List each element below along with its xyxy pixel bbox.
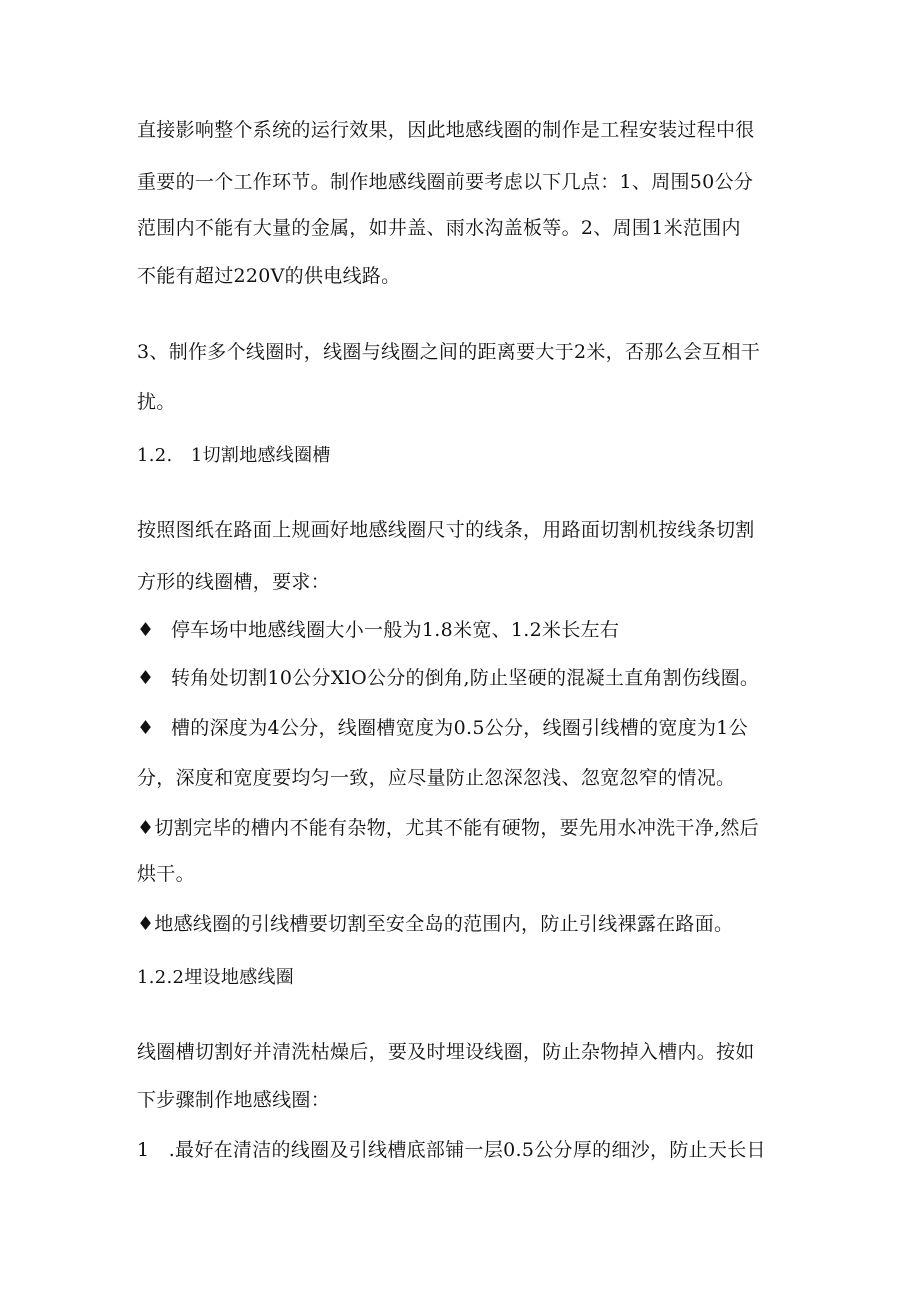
para3-line-1: 按照图纸在路面上规画好地感线圈尺寸的线条，用路面切割机按线条切割 [137, 519, 755, 541]
para2-line-1: 3、制作多个线圈时，线圈与线圈之间的距离要大于2米，否那么会互相干 [137, 341, 761, 363]
para7-line-1: 1 .最好在清洁的线圈及引线槽底部铺一层0.5公分厚的细沙，防止天长日 [137, 1139, 766, 1161]
bullet-item-3-continuation: 分，深度和宽度要均匀一致，应尽量防止忽深忽浅、忽宽忽窄的情况。 [137, 767, 736, 789]
para2-line-2: 扰。 [137, 391, 176, 413]
para1-line-2: 重要的一个工作环节。制作地感线圈前要考虑以下几点：1、周围50公分 [137, 171, 754, 193]
section-heading-1-2-2: 1.2.2埋设地感线圈 [137, 967, 295, 988]
para6-line-2: 下步骤制作地感线圈： [137, 1089, 331, 1111]
para1-line-3: 范围内不能有大量的金属，如井盖、雨水沟盖板等。2、周围1米范围内 [137, 217, 741, 239]
para4-line-2: 烘干。 [137, 863, 195, 885]
para3-line-2: 方形的线圈槽，要求： [137, 571, 331, 593]
para1-line-4: 不能有超过220V的供电线路。 [137, 265, 401, 287]
bullet-item-2-text: 转角处切割10公分XlO公分的倒角,防止坚硬的混凝土直角割伤线圈。 [171, 667, 760, 689]
para1-line-1: 直接影响整个系统的运行效果，因此地感线圈的制作是工程安装过程中很 [137, 119, 755, 141]
section-heading-1-2-1: 1.2. 1切割地感线圈槽 [137, 445, 331, 466]
bullet-item-1 [137, 618, 619, 642]
diamond-bullet-icon: ♦ [137, 717, 155, 739]
para5-line-1: ♦地感线圈的引线槽要切割至安全岛的范围内，防止引线裸露在路面。 [137, 913, 734, 935]
diamond-bullet-icon: ♦ [137, 619, 155, 641]
bullet-item-3-text: 槽的深度为4公分，线圈槽宽度为0.5公分，线圈引线槽的宽度为1公 [171, 717, 748, 739]
para6-line-1: 线圈槽切割好并清洗枯燥后，要及时埋设线圈，防止杂物掉入槽内。按如 [137, 1041, 755, 1063]
bullet-item-1-text: 停车场中地感线圈大小一般为1.8米宽、1.2米长左右 [171, 619, 620, 641]
bullet-item-2 [137, 666, 759, 690]
para4-line-1: ♦切割完毕的槽内不能有杂物，尤其不能有硬物，要先用水冲洗干净,然后 [137, 817, 759, 839]
diamond-bullet-icon: ♦ [137, 667, 155, 689]
bullet-item-3 [137, 716, 748, 740]
